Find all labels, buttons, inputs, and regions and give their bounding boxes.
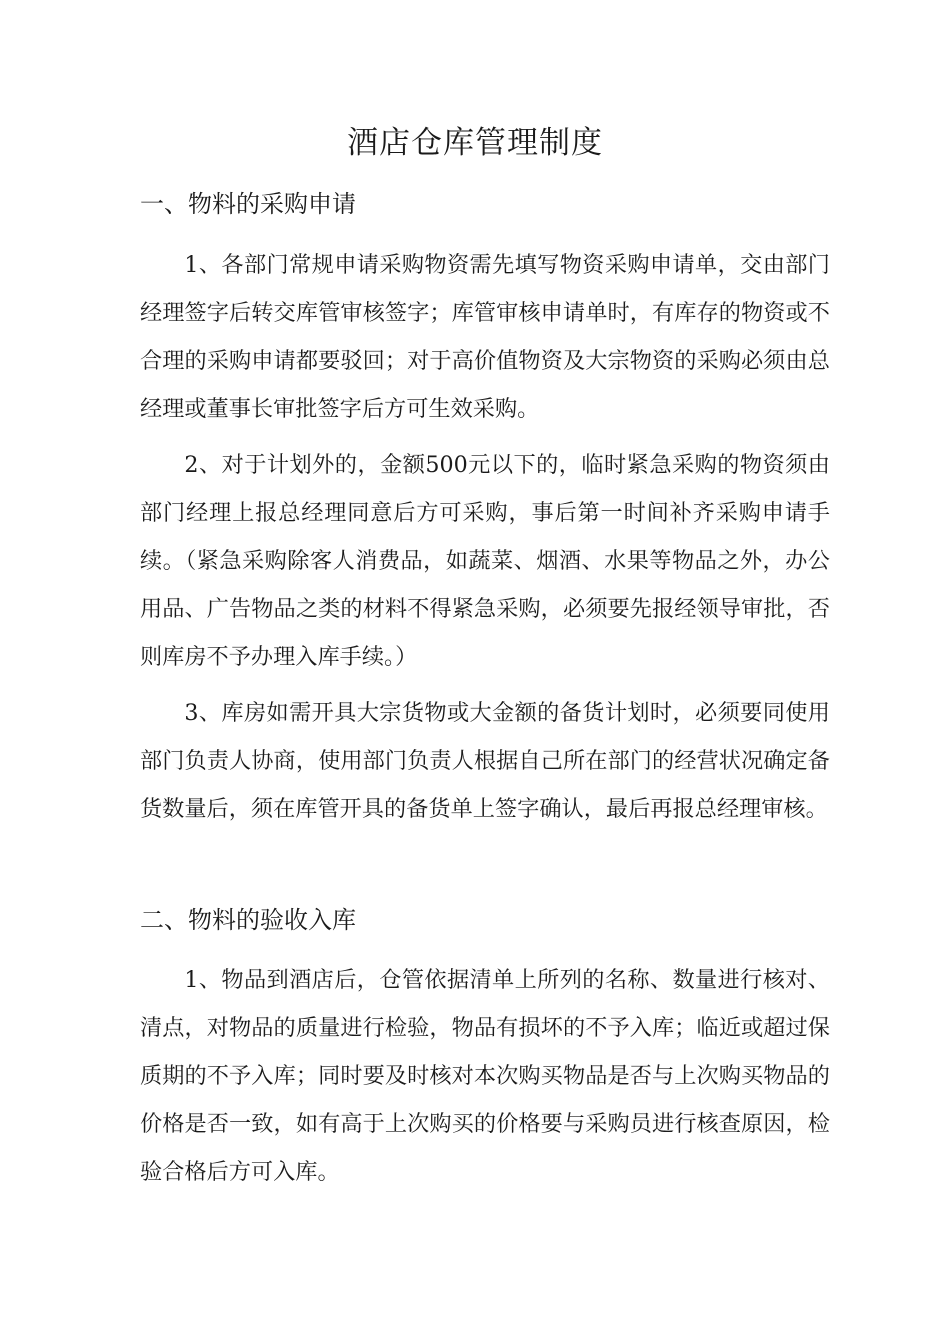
paragraph-purchase-2: 2、对于计划外的，金额500元以下的，临时紧急采购的物资须由部门经理上报总经理同意后方可采购，事后第一时间补齐采购申请手续。（紧急采购除客人消费品，如蔬菜、烟酒、水果等物品之外，办公用品、广告物品之类的材料不得紧急采购，必须要先报经领导审批，否则库房不予办理入库手续。）	[140, 452, 830, 670]
paragraph-purchase-3: 3、库房如需开具大宗货物或大金额的备货计划时，必须要同使用部门负责人协商，使用部门负责人根据自己所在部门的经营状况确定备货数量后，须在库管开具的备货单上签字确认，最后再报总经理审核。	[140, 700, 830, 822]
section-heading-purchase-request: 一、物料的采购申请	[140, 190, 356, 218]
document-title: 酒店仓库管理制度	[347, 125, 603, 161]
section-heading-receiving-inspection: 二、物料的验收入库	[140, 906, 356, 934]
paragraph-receiving-1: 1、物品到酒店后，仓管依据清单上所列的名称、数量进行核对、清点，对物品的质量进行检验，物品有损坏的不予入库；临近或超过保质期的不予入库；同时要及时核对本次购买物品是否与上次购买物品的价格是否一致，如有高于上次购买的价格要与采购员进行核查原因，检验合格后方可入库。	[140, 967, 830, 1185]
paragraph-purchase-1: 1、各部门常规申请采购物资需先填写物资采购申请单，交由部门经理签字后转交库管审核签字；库管审核申请单时，有库存的物资或不合理的采购申请都要驳回；对于高价值物资及大宗物资的采购必须由总经理或董事长审批签字后方可生效采购。	[140, 252, 830, 422]
